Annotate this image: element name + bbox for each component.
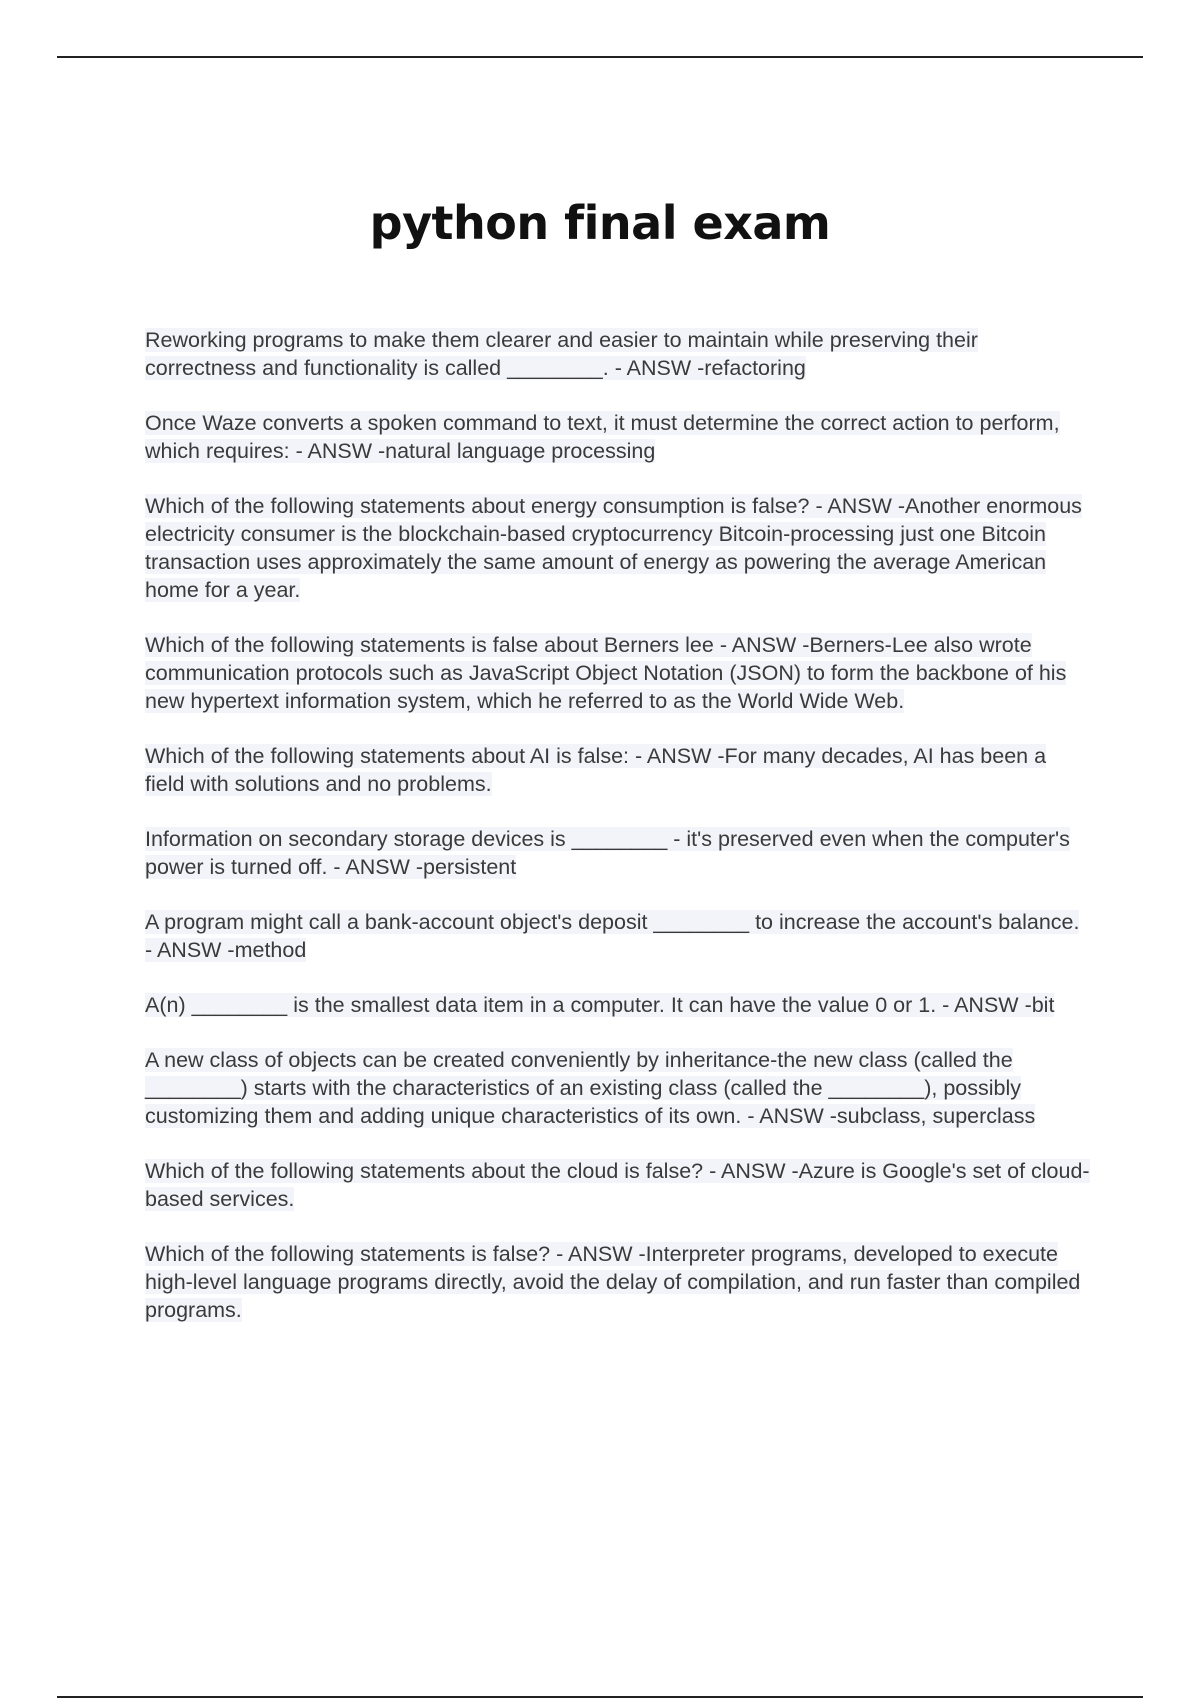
qa-list xyxy=(145,326,1090,1351)
qa-item-text: Which of the following statements about AI is false: - ANSW -For many decades, AI has been a field with solutions and no problems. xyxy=(145,744,1047,796)
qa-item-text: Information on secondary storage devices is ________ - it's preserved even when the computer's power is turned off. - ANSW -persistent xyxy=(145,827,1070,879)
qa-item-9 xyxy=(145,1046,1090,1130)
qa-item-4 xyxy=(145,631,1090,715)
top-divider xyxy=(57,56,1143,58)
qa-item-8 xyxy=(145,991,1090,1019)
qa-item-10 xyxy=(145,1157,1090,1213)
qa-item-2 xyxy=(145,409,1090,465)
qa-item-text: Reworking programs to make them clearer and easier to maintain while preserving their correctness and functionality is called ________. - ANSW -refactoring xyxy=(145,328,978,380)
qa-item-text: A(n) ________ is the smallest data item in a computer. It can have the value 0 or 1. - ANSW -bit xyxy=(145,993,1055,1017)
qa-item-text: Which of the following statements is false? - ANSW -Interpreter programs, developed to execute high-level language programs directly, avoid the delay of compilation, and run faster than compiled programs. xyxy=(145,1242,1081,1322)
qa-item-1 xyxy=(145,326,1090,382)
qa-item-11 xyxy=(145,1240,1090,1324)
qa-item-text: A program might call a bank-account object's deposit ________ to increase the account's balance. - ANSW -method xyxy=(145,910,1080,962)
qa-item-text: Once Waze converts a spoken command to text, it must determine the correct action to perform, which requires: - ANSW -natural language processing xyxy=(145,411,1060,463)
qa-item-5 xyxy=(145,742,1090,798)
qa-item-7 xyxy=(145,908,1090,964)
page-title: python final exam xyxy=(369,196,831,250)
qa-item-3 xyxy=(145,492,1090,604)
qa-item-6 xyxy=(145,825,1090,881)
qa-item-text: Which of the following statements is false about Berners lee - ANSW -Berners-Lee also wrote communication protocols such as JavaScript Object Notation (JSON) to form the backbone of his new hypertext information system, which he referred to as the World Wide Web. xyxy=(145,633,1067,713)
qa-item-text: Which of the following statements about the cloud is false? - ANSW -Azure is Google's set of cloud-based services. xyxy=(145,1159,1090,1211)
qa-item-text: Which of the following statements about energy consumption is false? - ANSW -Another enormous electricity consumer is the blockchain-based cryptocurrency Bitcoin-processing just one Bitcoin transaction uses approximately the same amount of energy as powering the average American home for a year. xyxy=(145,494,1082,602)
qa-item-text: A new class of objects can be created conveniently by inheritance-the new class (called the ________) starts with the characteristics of an existing class (called the ________), possibly customizing them and adding unique characteristics of its own. - ANSW -subclass, superclass xyxy=(145,1048,1036,1128)
bottom-divider xyxy=(57,1696,1143,1698)
